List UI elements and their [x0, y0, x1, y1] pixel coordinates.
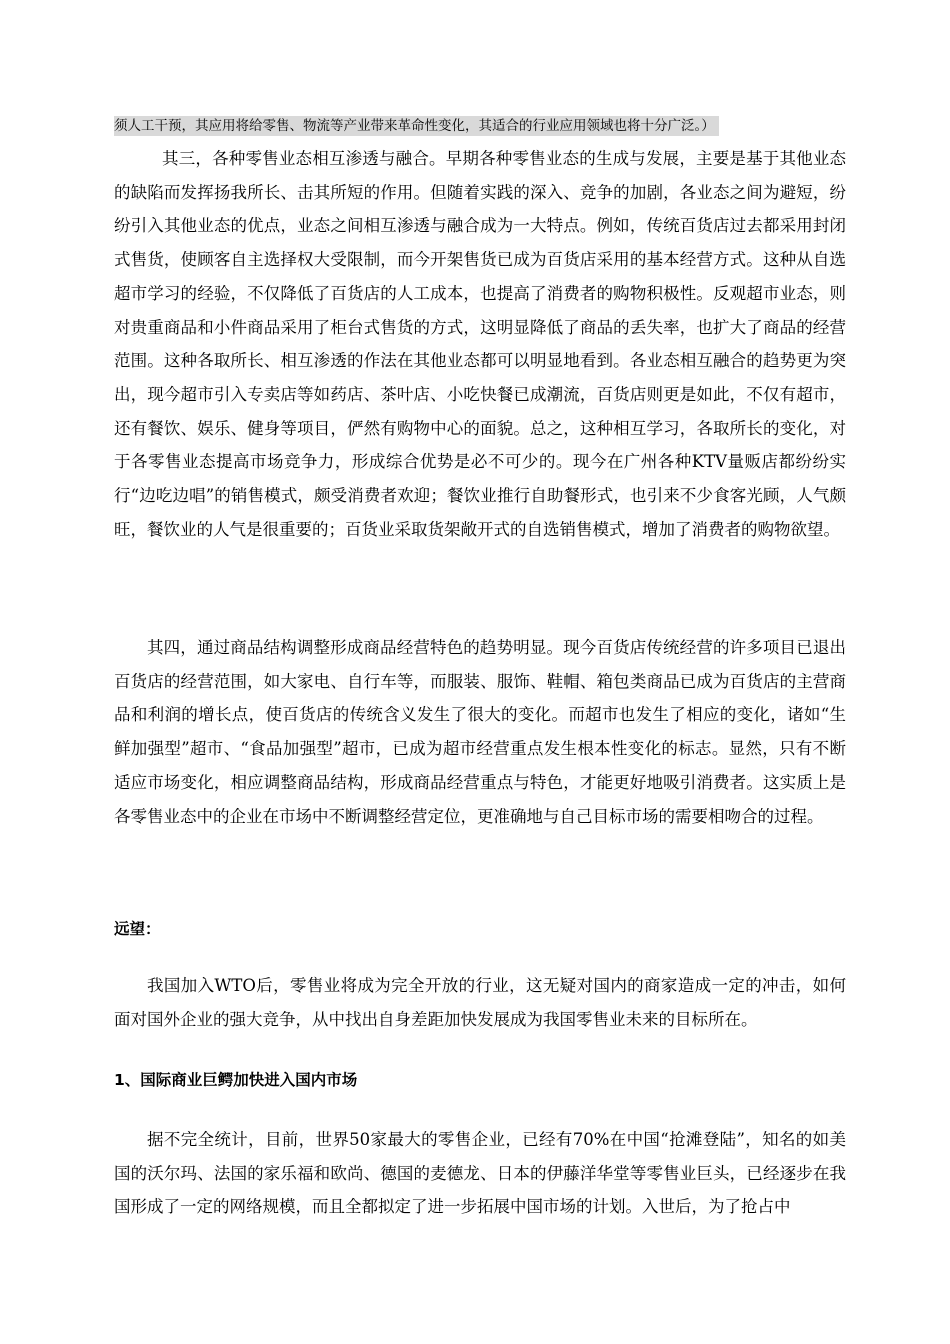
vision-heading: 远望：: [114, 920, 161, 938]
highlighted-text-line: 须人工干预，其应用将给零售、物流等产业带来革命性变化，其适合的行业应用领域也将十分广泛。）: [114, 116, 719, 136]
section-1-heading: 1、国际商业巨鳄加快进入国内市场: [114, 1071, 358, 1089]
paragraph-section-1: 据不完全统计，目前，世界50家最大的零售企业，已经有70%在中国“抢滩登陆”，知名的如美国的沃尔玛、法国的家乐福和欧尚、德国的麦德龙、日本的伊藤洋华堂等零售业巨头，已经逐步在我国形成了一定的网络规模，而且全都拟定了进一步拓展中国市场的计划。入世后，为了抢占中: [114, 1130, 846, 1217]
paragraph-third-point: 其三，各种零售业态相互渗透与融合。早期各种零售业态的生成与发展，主要是基于其他业态的缺陷而发挥扬我所长、击其所短的作用。但随着实践的深入、竞争的加剧，各业态之间为避短，纷纷引入其他业态的优点，业态之间相互渗透与融合成为一大特点。例如，传统百货店过去都采用封闭式售货，使顾客自主选择权大受限制，而今开架售货已成为百货店采用的基本经营方式。这种从自选超市学习的经验，不仅降低了百货店的人工成本，也提高了消费者的购物积极性。反观超市业态，则对贵重商品和小件商品采用了柜台式售货的方式，这明显降低了商品的丢失率，也扩大了商品的经营范围。这种各取所长、相互渗透的作法在其他业态都可以明显地看到。各业态相互融合的趋势更为突出，现今超市引入专卖店等如药店、茶叶店、小吃快餐已成潮流，百货店则更是如此，不仅有超市，还有餐饮、娱乐、健身等项目，俨然有购物中心的面貌。总之，这种相互学习，各取所长的变化，对于各零售业态提高市场竞争力，形成综合优势是必不可少的。现今在广州各种KTV量贩店都纷纷实行“边吃边唱”的销售模式，颇受消费者欢迎；餐饮业推行自助餐形式，也引来不少食客光顾，人气颇旺，餐饮业的人气是很重要的；百货业采取货架敞开式的自选销售模式，增加了消费者的购物欲望。: [114, 149, 846, 539]
paragraph-vision: 我国加入WTO后，零售业将成为完全开放的行业，这无疑对国内的商家造成一定的冲击，如何面对国外企业的强大竞争，从中找出自身差距加快发展成为我国零售业未来的目标所在。: [114, 976, 846, 1029]
paragraph-fourth-point: 其四，通过商品结构调整形成商品经营特色的趋势明显。现今百货店传统经营的许多项目已退出百货店的经营范围，如大家电、自行车等，而服装、服饰、鞋帽、箱包类商品已成为百货店的主营商品和利润的增长点，使百货店的传统含义发生了很大的变化。而超市也发生了相应的变化，诸如“生鲜加强型”超市、“食品加强型”超市，已成为超市经营重点发生根本性变化的标志。显然，只有不断适应市场变化，相应调整商品结构，形成商品经营重点与特色，才能更好地吸引消费者。这实质上是各零售业态中的企业在市场中不断调整经营定位，更准确地与自己目标市场的需要相吻合的过程。: [114, 638, 846, 826]
